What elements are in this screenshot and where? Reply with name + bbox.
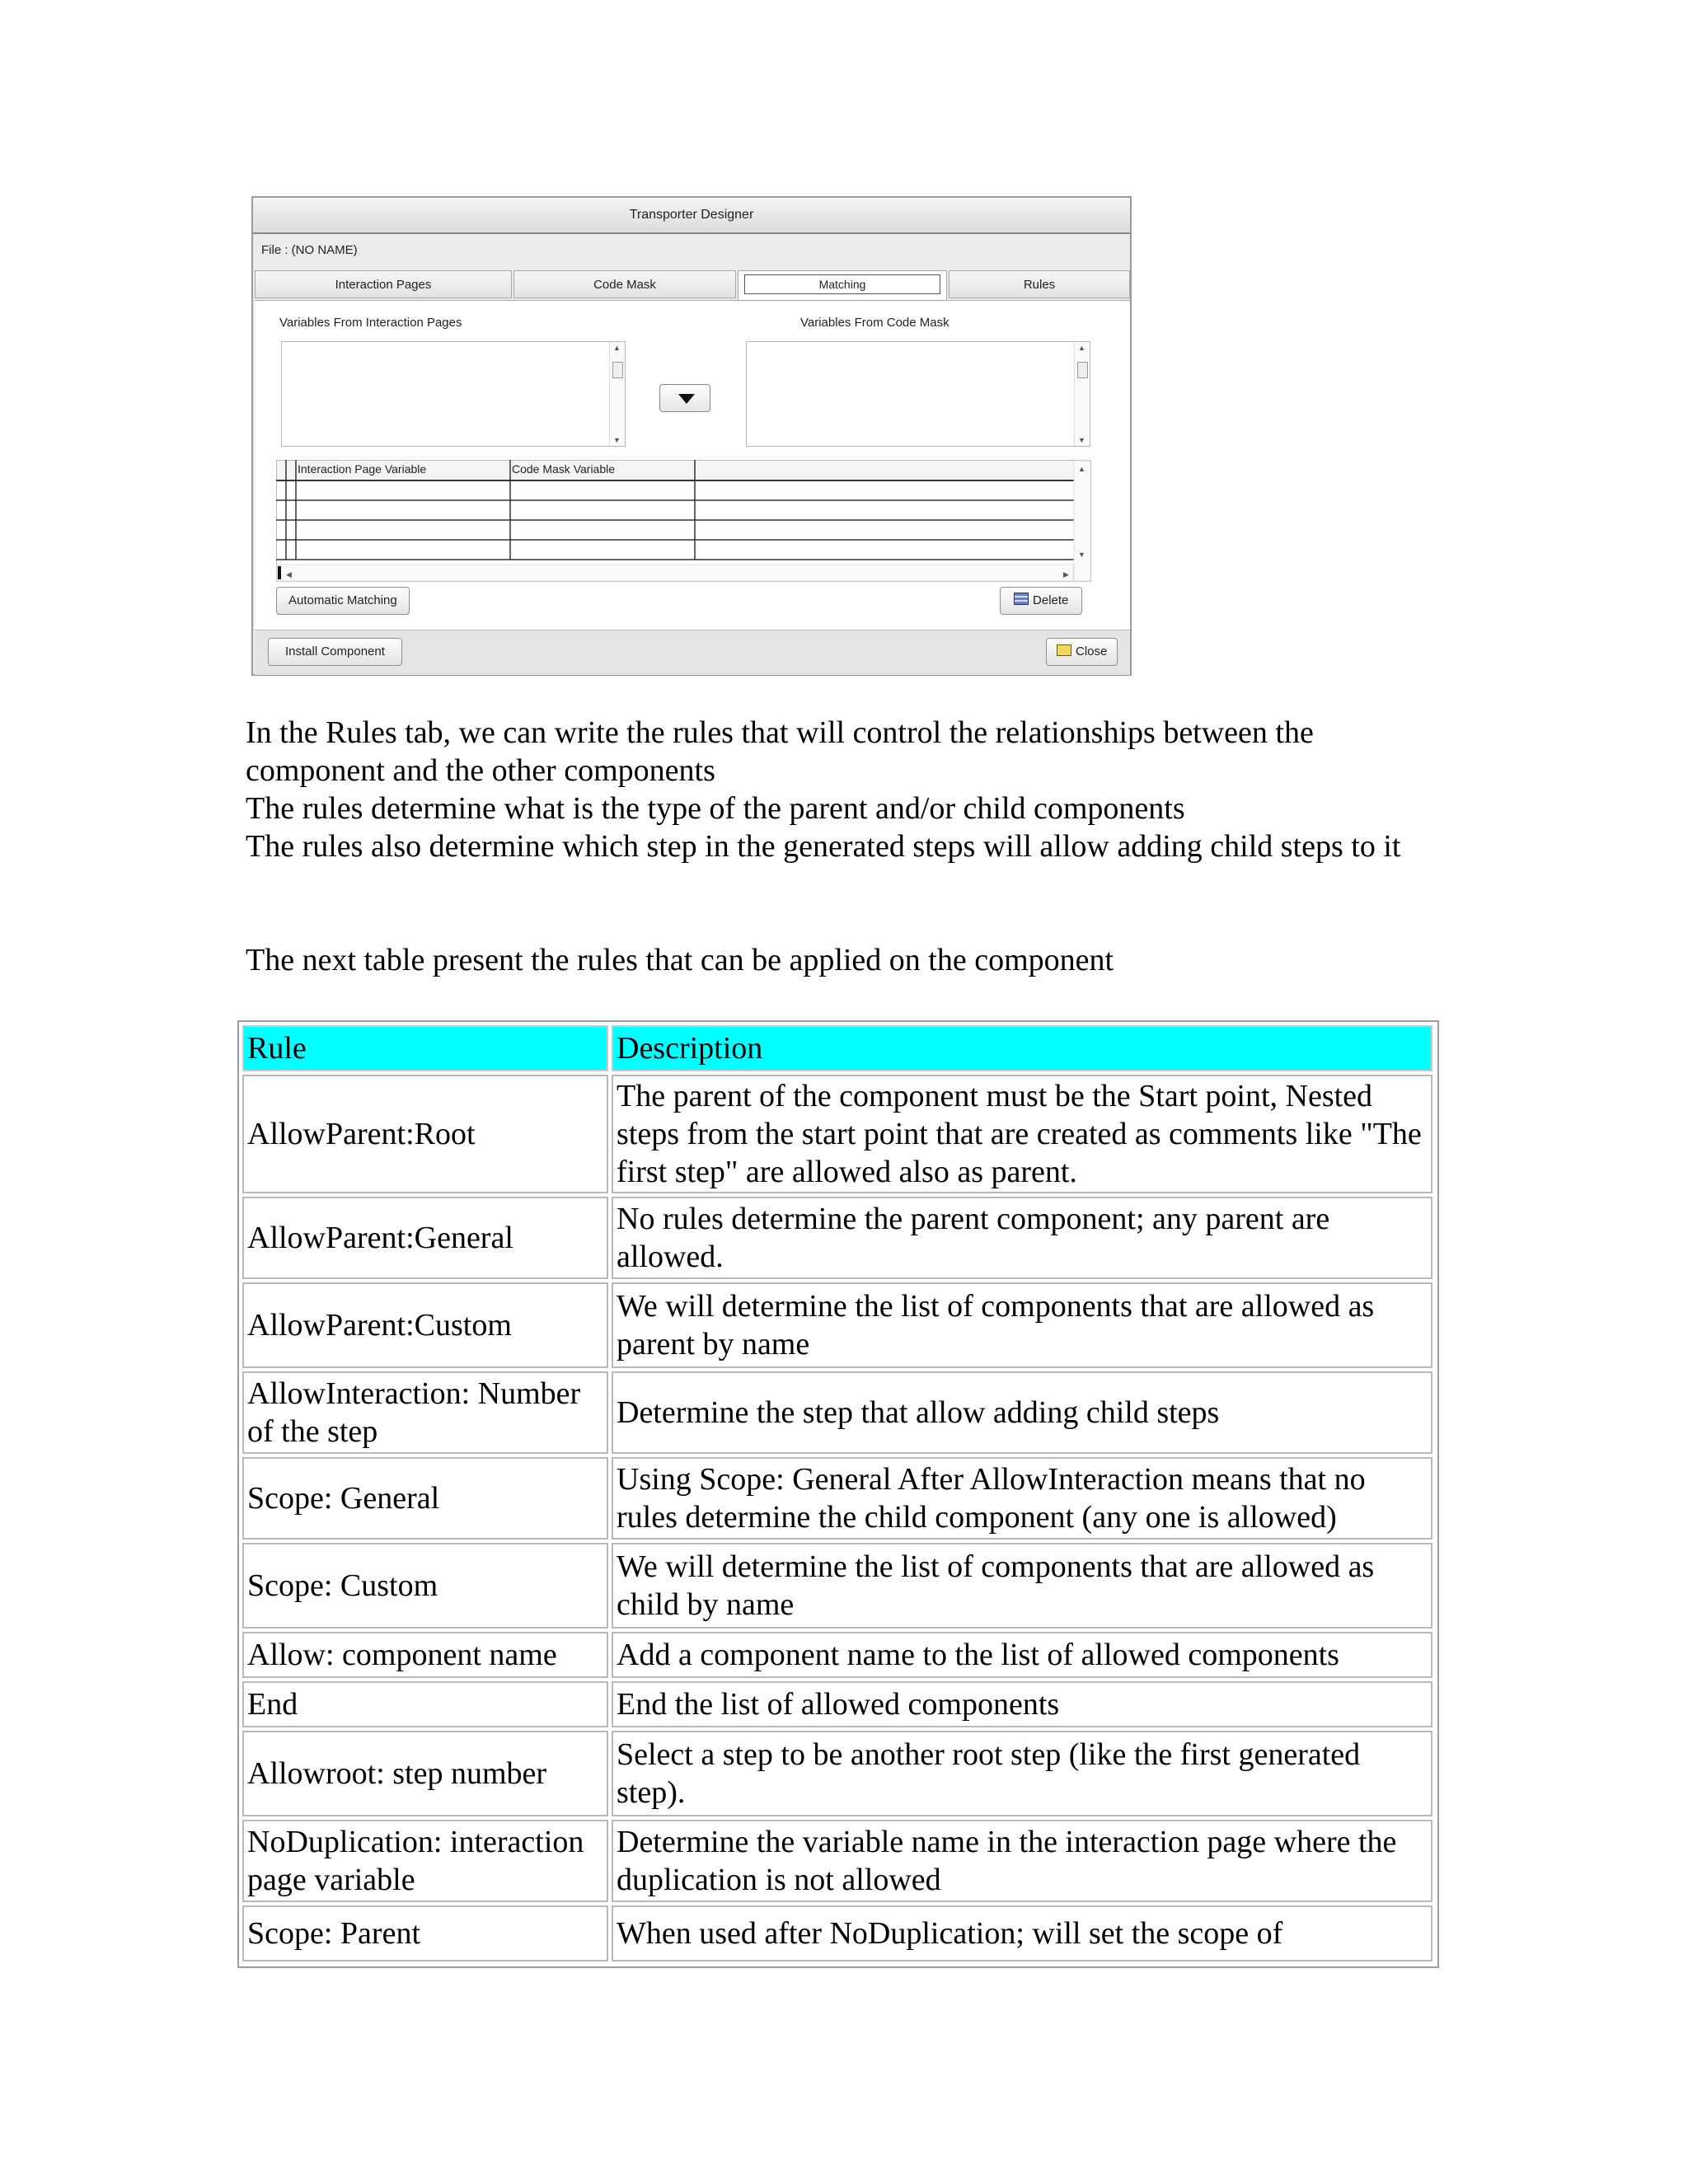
paragraph-child-steps: The rules also determine which step in the generated steps will allow adding child steps to it — [246, 829, 1401, 864]
description-cell: When used after NoDuplication; will set the scope of — [612, 1905, 1432, 1961]
svg-text:◀: ◀ — [286, 570, 292, 579]
close-button[interactable]: Close — [1046, 638, 1118, 666]
header-description: Description — [612, 1025, 1432, 1071]
automatic-matching-button[interactable]: Automatic Matching — [276, 587, 410, 615]
paragraph-parent-child: The rules determine what is the type of the parent and/or child components — [246, 791, 1185, 826]
description-cell: The parent of the component must be the Start point, Nested steps from the start point that are created as comments like "The first step" are allowed also as parent. — [612, 1075, 1432, 1193]
svg-text:▼: ▼ — [1078, 551, 1085, 559]
paragraph-table-intro: The next table present the rules that can be applied on the component — [246, 943, 1114, 977]
grid-col-code-mask: Code Mask Variable — [512, 462, 616, 476]
rule-cell: Scope: Parent — [242, 1905, 608, 1961]
tab-bar — [255, 270, 1130, 300]
right-list-label: Variables From Code Mask — [800, 316, 950, 330]
window-title: Transporter Designer — [253, 198, 1130, 234]
rule-cell: AllowParent:Custom — [242, 1282, 608, 1368]
description-cell: End the list of allowed components — [612, 1681, 1432, 1727]
rule-cell: Scope: General — [242, 1457, 608, 1540]
tab-code-mask[interactable]: Code Mask — [513, 270, 736, 298]
interaction-variables-list[interactable] — [281, 341, 626, 447]
rule-cell: Scope: Custom — [242, 1543, 608, 1629]
description-cell: Select a step to be another root step (like the first generated step). — [612, 1731, 1432, 1816]
rule-cell: AllowParent:General — [242, 1197, 608, 1279]
rule-cell: AllowParent:Root — [242, 1075, 608, 1193]
description-cell: Determine the step that allow adding child steps — [612, 1371, 1432, 1454]
rule-cell: Allowroot: step number — [242, 1731, 608, 1816]
code-mask-variables-list[interactable] — [746, 341, 1090, 447]
header-rule: Rule — [242, 1025, 608, 1071]
file-label: File : (NO NAME) — [261, 243, 358, 257]
description-cell: No rules determine the parent component; any parent are allowed. — [612, 1197, 1432, 1279]
down-arrow-icon[interactable] — [659, 384, 710, 412]
right-list-scrollbar[interactable]: ▲ ▼ — [1074, 342, 1090, 446]
svg-text:▲: ▲ — [1078, 465, 1085, 473]
install-component-button[interactable]: Install Component — [268, 638, 402, 666]
rule-cell: AllowInteraction: Number of the step — [242, 1371, 608, 1454]
description-cell: We will determine the list of components that are allowed as parent by name — [612, 1282, 1432, 1368]
delete-icon — [1014, 593, 1029, 605]
tab-matching[interactable]: Matching — [738, 270, 947, 300]
rule-cell: Allow: component name — [242, 1632, 608, 1678]
transporter-designer-window — [251, 196, 1132, 676]
paragraph-rules-tab: In the Rules tab, we can write the rules that will control the relationships between the component and the other components — [246, 715, 1314, 788]
tab-interaction-pages[interactable]: Interaction Pages — [255, 270, 512, 298]
description-cell: Determine the variable name in the interaction page where the duplication is not allowed — [612, 1820, 1432, 1902]
description-cell: Add a component name to the list of allowed components — [612, 1632, 1432, 1678]
rule-cell: NoDuplication: interaction page variable — [242, 1820, 608, 1902]
delete-button[interactable]: Delete — [1000, 587, 1082, 615]
tab-rules[interactable]: Rules — [949, 270, 1130, 298]
svg-text:▶: ▶ — [1063, 570, 1069, 579]
rules-table — [237, 1020, 1439, 1968]
left-list-label: Variables From Interaction Pages — [279, 316, 462, 330]
rule-cell: End — [242, 1681, 608, 1727]
description-cell: We will determine the list of components that are allowed as child by name — [612, 1543, 1432, 1629]
folder-icon — [1057, 644, 1071, 656]
left-list-scrollbar[interactable]: ▲ ▼ — [609, 342, 625, 446]
description-cell: Using Scope: General After AllowInteraction means that no rules determine the child component (any one is allowed) — [612, 1457, 1432, 1540]
matching-grid[interactable] — [276, 460, 1092, 582]
grid-col-interaction: Interaction Page Variable — [298, 462, 427, 476]
